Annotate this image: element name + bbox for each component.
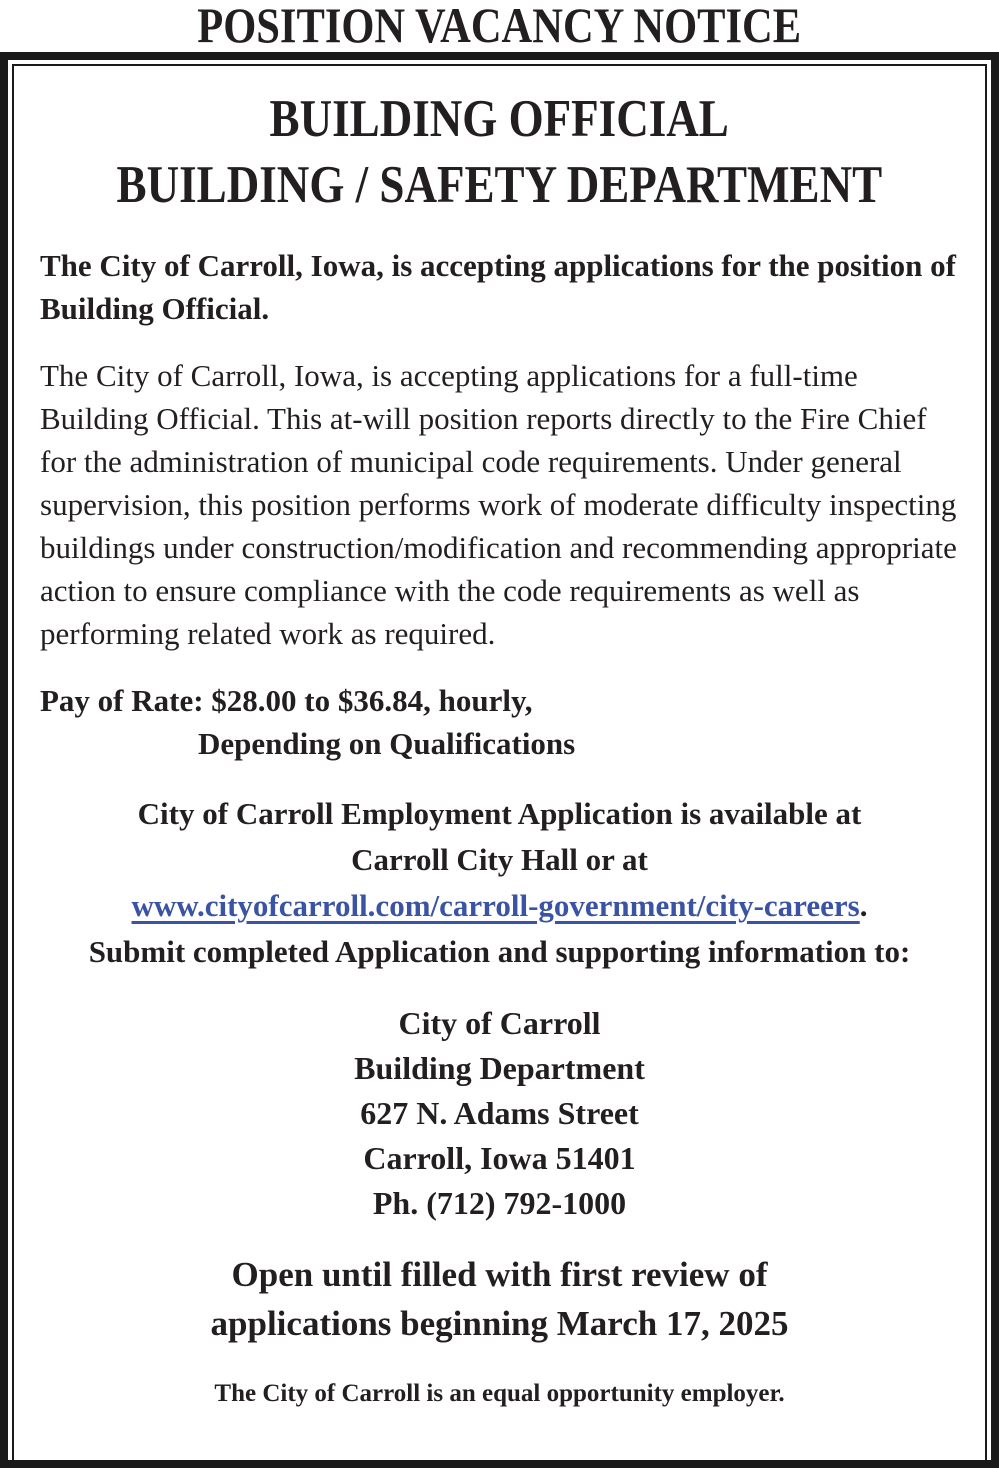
application-availability-line: City of Carroll Employment Application is available at: [137, 796, 862, 831]
address-line-organization: City of Carroll: [398, 1005, 601, 1041]
link-period: .: [859, 888, 868, 923]
address-line-street: 627 N. Adams Street: [360, 1095, 639, 1131]
banner-title-text: POSITION VACANCY NOTICE: [197, 0, 802, 53]
job-title-heading: [14, 86, 985, 218]
notice-inner-border: [12, 64, 987, 1464]
address-line-department: Building Department: [354, 1050, 645, 1086]
pay-qualifications-line: Depending on Qualifications: [198, 726, 576, 761]
address-line-city-state-zip: Carroll, Iowa 51401: [363, 1140, 636, 1176]
job-title-line-2: BUILDING / SAFETY DEPARTMENT: [116, 156, 883, 214]
address-line-phone: Ph. (712) 792-1000: [372, 1185, 627, 1221]
address-block: [14, 1001, 985, 1226]
pay-rate-line: Pay of Rate: $28.00 to $36.84, hourly,: [40, 683, 533, 718]
job-title-line-1: BUILDING OFFICIAL: [269, 90, 730, 148]
pay-rate-block: [40, 679, 959, 765]
description-paragraph: The City of Carroll, Iowa, is accepting applications for a full-time Building Official. This at-will position reports directly to the Fire Chief for the administration of municipal code requirements. Under general supervision, this position performs work of moderate difficulty inspecting buildings under construction/modification and recommending appropriate action to ensure compliance with the code requirements as well as performing related work as required.: [40, 358, 957, 651]
closing-line-2: applications beginning March 17, 2025: [210, 1304, 789, 1343]
banner-title: [0, 0, 999, 52]
careers-link-line: [14, 883, 985, 929]
application-location-line: Carroll City Hall or at: [351, 842, 648, 877]
careers-link[interactable]: www.cityofcarroll.com/carroll-government/city-careers: [131, 888, 860, 923]
application-info-block: [14, 791, 985, 975]
notice-outer-border: [0, 52, 999, 1468]
closing-line-1: Open until filled with first review of: [231, 1255, 768, 1294]
closing-block: [14, 1250, 985, 1348]
intro-paragraph: The City of Carroll, Iowa, is accepting applications for the position of Building Official.: [40, 248, 956, 326]
submit-instruction-line: Submit completed Application and supporting information to:: [88, 934, 911, 969]
eoe-statement: The City of Carroll is an equal opportunity employer.: [214, 1380, 785, 1407]
